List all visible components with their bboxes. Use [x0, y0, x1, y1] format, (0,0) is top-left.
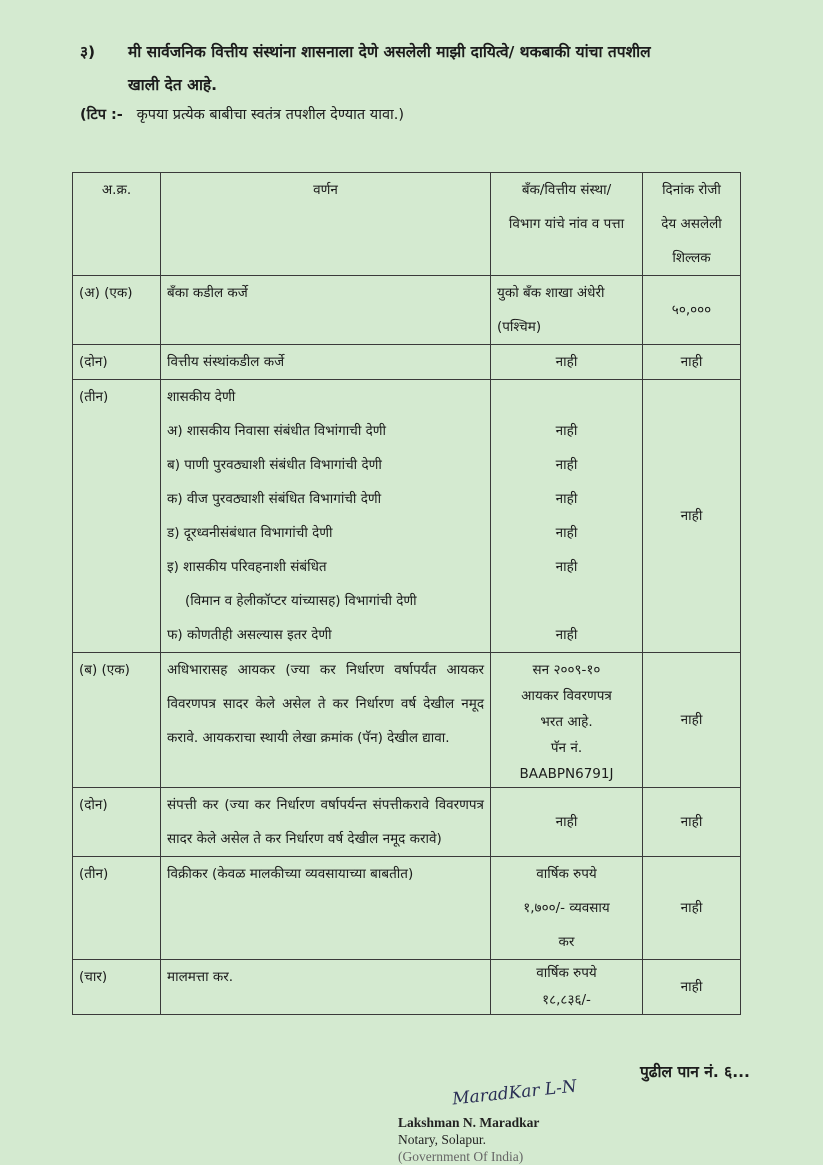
- row-amount: नाही: [643, 857, 741, 960]
- bank-value: नाही: [555, 627, 578, 643]
- row-amount: नाही: [643, 788, 741, 857]
- section-number: ३): [80, 43, 96, 61]
- bank-value: नाही: [555, 423, 578, 439]
- desc-item: ब) पाणी पुरवठ्याशी संबंधीत विभागांची देणी: [167, 457, 382, 473]
- section-heading: [80, 36, 780, 102]
- header-balance: [643, 173, 741, 276]
- desc-item: क) वीज पुरवठ्याशी संबंधित विभागांची देणी: [167, 491, 382, 507]
- note-label: (टिप :-: [80, 107, 123, 123]
- liabilities-table: [72, 172, 741, 1015]
- row-bank: [491, 653, 643, 788]
- desc-item: ड) दूरध्वनीसंबंधात विभागांची देणी: [167, 525, 333, 541]
- row-bank: [491, 960, 643, 1015]
- row-bank: नाही: [491, 788, 643, 857]
- header-serial: अ.क्र.: [73, 173, 161, 276]
- bank-line: पॅन नं.: [550, 740, 583, 756]
- row-description: बँका कडील कर्जे: [161, 276, 491, 345]
- header-balance-line2: देय असलेली: [661, 216, 722, 232]
- table-row: [73, 276, 741, 345]
- bank-value: नाही: [555, 491, 578, 507]
- pan-number: BAABPN6791J: [519, 766, 614, 782]
- table-row: [73, 788, 741, 857]
- notary-government: (Government Of India): [398, 1149, 524, 1164]
- row-amount: नाही: [643, 653, 741, 788]
- notary-name: Lakshman N. Maradkar: [398, 1115, 540, 1130]
- bank-line: भरत आहे.: [540, 714, 593, 730]
- header-bank-line1: बँक/वित्तीय संस्था/: [521, 182, 612, 198]
- table-row: [73, 960, 741, 1015]
- row-description: संपत्ती कर (ज्या कर निर्धारण वर्षापर्यन्त संपत्तीकरावे विवरणपत्र सादर केले असेल ते कर निर्धारण वर्ष देखील नमूद करावे): [161, 788, 491, 857]
- notary-stamp: [398, 1114, 539, 1165]
- bank-line: १८,८३६/-: [542, 992, 591, 1008]
- note-text: कृपया प्रत्येक बाबीचा स्वतंत्र तपशील देण्यात यावा.): [136, 107, 405, 123]
- row-description: [161, 380, 491, 653]
- bank-value: नाही: [555, 525, 578, 541]
- desc-item: इ) शासकीय परिवहनाशी संबंधित: [167, 559, 327, 575]
- bank-line: सन २००९-१०: [532, 662, 601, 678]
- row-bank: [491, 380, 643, 653]
- row-description: अधिभारासह आयकर (ज्या कर निर्धारण वर्षापर्यंत आयकर विवरणपत्र सादर केले असेल ते कर निर्धारण वर्ष देखील नमूद करावे. आयकराचा स्थायी लेखा क्रमांक (पॅन) देखील द्यावा.: [161, 653, 491, 788]
- bank-line: १,७००/- व्यवसाय: [523, 900, 610, 916]
- table-row: [73, 345, 741, 380]
- header-bank: [491, 173, 643, 276]
- bank-value: नाही: [555, 457, 578, 473]
- row-number: (तीन): [73, 380, 161, 653]
- row-description: वित्तीय संस्थांकडील कर्जे: [161, 345, 491, 380]
- bank-line: युको बँक शाखा अंधेरी: [497, 285, 605, 301]
- bank-line: वार्षिक रुपये: [536, 965, 597, 981]
- bank-line: वार्षिक रुपये: [536, 866, 597, 882]
- row-number: (अ) (एक): [73, 276, 161, 345]
- row-description: विक्रीकर (केवळ मालकीच्या व्यवसायाच्या बाबतीत): [161, 857, 491, 960]
- notary-place: Notary, Solapur.: [398, 1132, 486, 1147]
- desc-item: फ) कोणतीही असल्यास इतर देणी: [167, 627, 332, 643]
- bank-line: आयकर विवरणपत्र: [521, 688, 612, 704]
- header-bank-line2: विभाग यांचे नांव व पत्ता: [508, 216, 625, 232]
- row-bank: [491, 857, 643, 960]
- desc-title: शासकीय देणी: [167, 389, 236, 405]
- table-header-row: [73, 173, 741, 276]
- desc-item: (विमान व हेलीकॉप्टर यांच्यासह) विभागांची देणी: [185, 593, 417, 609]
- desc-item: अ) शासकीय निवासा संबंधीत विभांगाची देणी: [167, 423, 387, 439]
- row-bank: नाही: [491, 345, 643, 380]
- notary-signature: MaradKar L-N: [451, 1076, 578, 1110]
- table-row: [73, 380, 741, 653]
- header-balance-line3: शिल्लक: [672, 250, 711, 266]
- table-row: [73, 857, 741, 960]
- row-number: (चार): [73, 960, 161, 1015]
- row-description: मालमत्ता कर.: [161, 960, 491, 1015]
- row-amount: ५०,०००: [643, 276, 741, 345]
- row-amount: नाही: [643, 960, 741, 1015]
- section-title-line2: खाली देत आहे.: [128, 76, 218, 94]
- bank-value: नाही: [555, 559, 578, 575]
- row-number: (दोन): [73, 345, 161, 380]
- next-page-note: पुढील पान नं. ६...: [640, 1063, 750, 1081]
- section-title-line1: मी सार्वजनिक वित्तीय संस्थांना शासनाला देणे असलेली माझी दायित्वे/ थकबाकी यांचा तपशील: [128, 43, 651, 61]
- row-bank: [491, 276, 643, 345]
- row-number: (ब) (एक): [73, 653, 161, 788]
- header-balance-line1: दिनांक रोजी: [662, 182, 721, 198]
- row-number: (तीन): [73, 857, 161, 960]
- row-amount: नाही: [643, 345, 741, 380]
- row-number: (दोन): [73, 788, 161, 857]
- note: [80, 104, 404, 124]
- bank-line: (पश्चिम): [497, 319, 542, 335]
- header-description: वर्णन: [161, 173, 491, 276]
- row-amount: नाही: [643, 380, 741, 653]
- bank-line: कर: [558, 934, 575, 950]
- table-row: [73, 653, 741, 788]
